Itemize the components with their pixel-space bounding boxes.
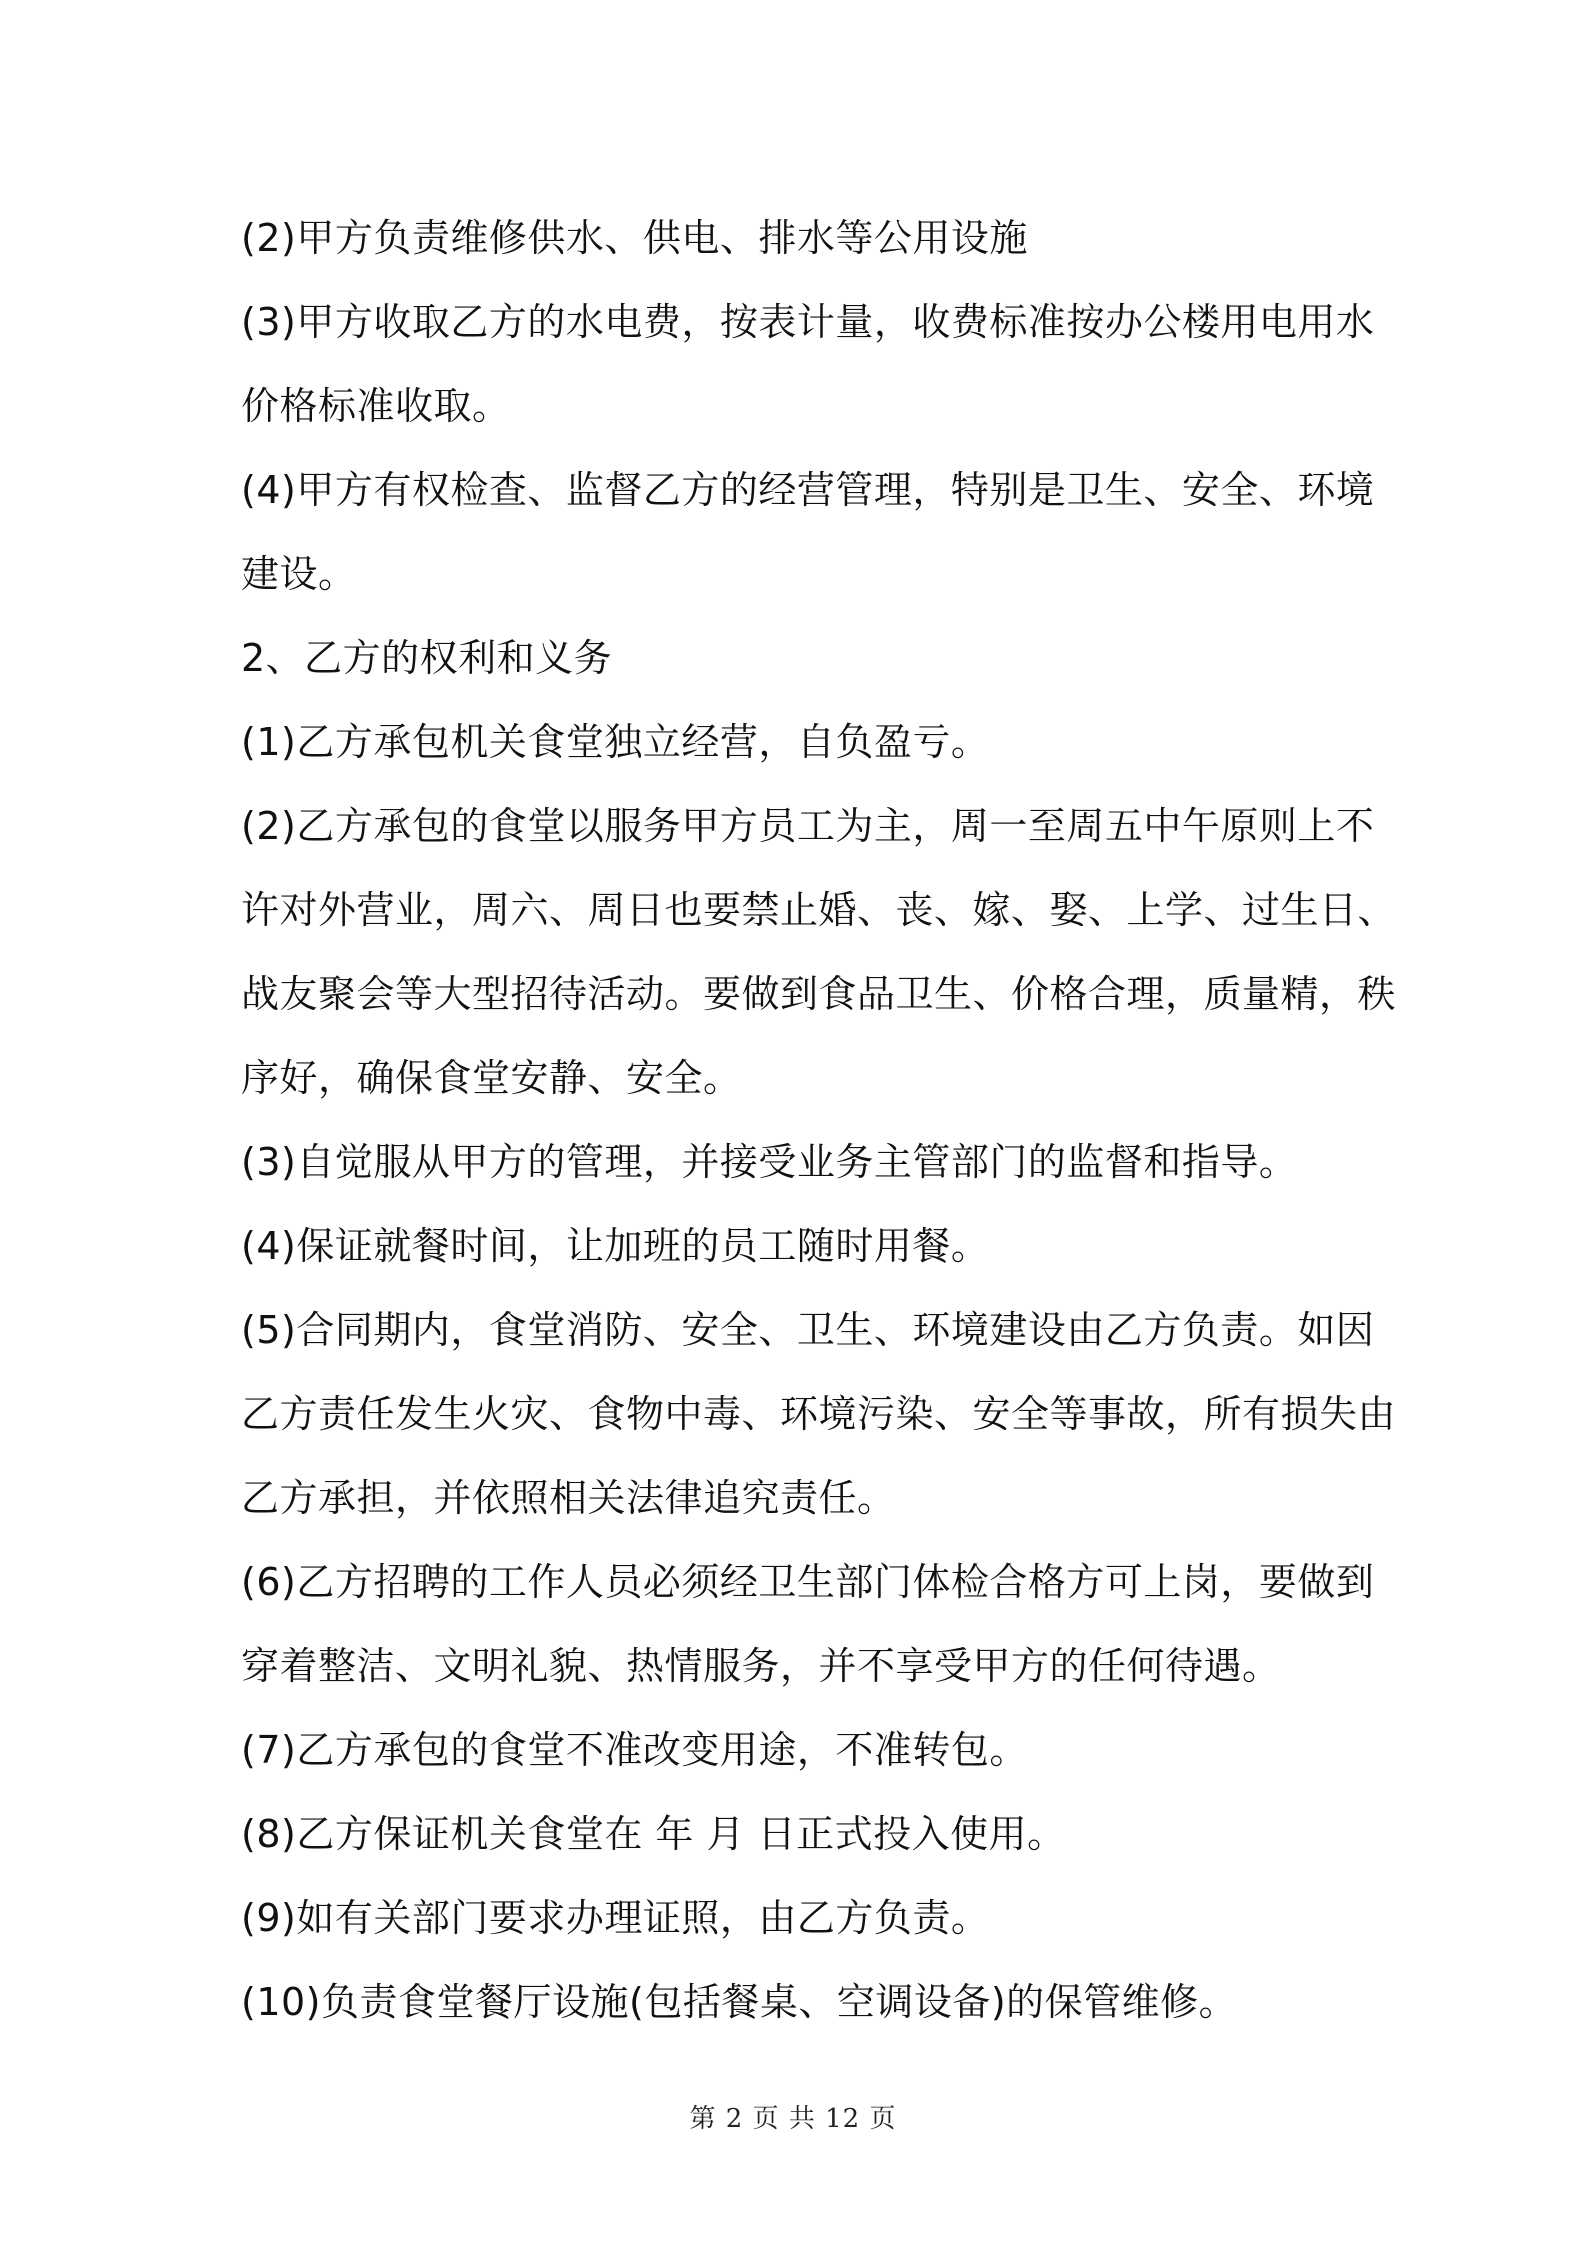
text-line: (3)自觉服从甲方的管理，并接受业务主管部门的监督和指导。 [241, 1140, 1298, 1184]
text-line: (4)保证就餐时间，让加班的员工随时用餐。 [241, 1224, 990, 1268]
text-line: (6)乙方招聘的工作人员必须经卫生部门体检合格方可上岗，要做到 [241, 1560, 1375, 1604]
text-line: (8)乙方保证机关食堂在 年 月 日正式投入使用。 [241, 1812, 1066, 1856]
text-line: 乙方承担，并依照相关法律追究责任。 [241, 1476, 896, 1520]
text-line: (3)甲方收取乙方的水电费，按表计量，收费标准按办公楼用电用水 [241, 300, 1375, 344]
text-line: (2)甲方负责维修供水、供电、排水等公用设施 [241, 216, 1028, 260]
text-line: 穿着整洁、文明礼貌、热情服务，并不享受甲方的任何待遇。 [241, 1644, 1281, 1688]
text-line: 建设。 [241, 552, 357, 596]
text-line: 许对外营业，周六、周日也要禁止婚、丧、嫁、娶、上学、过生日、 [241, 888, 1397, 932]
text-line: (4)甲方有权检查、监督乙方的经营管理，特别是卫生、安全、环境 [241, 468, 1375, 512]
text-line: (9)如有关部门要求办理证照，由乙方负责。 [241, 1896, 990, 1940]
text-line: 战友聚会等大型招待活动。要做到食品卫生、价格合理，质量精，秩 [241, 972, 1397, 1016]
text-line: (10)负责食堂餐厅设施(包括餐桌、空调设备)的保管维修。 [241, 1980, 1238, 2024]
document-body [241, 196, 1397, 2044]
text-line: 价格标准收取。 [241, 384, 511, 428]
text-line: 乙方责任发生火灾、食物中毒、环境污染、安全等事故，所有损失由 [241, 1392, 1397, 1436]
text-line: (1)乙方承包机关食堂独立经营，自负盈亏。 [241, 720, 990, 764]
text-line: 序好，确保食堂安静、安全。 [241, 1056, 742, 1100]
text-line: (7)乙方承包的食堂不准改变用途，不准转包。 [241, 1728, 1028, 1772]
section-heading: 2、乙方的权利和义务 [241, 636, 613, 680]
text-line: (2)乙方承包的食堂以服务甲方员工为主，周一至周五中午原则上不 [241, 804, 1375, 848]
text-line: (5)合同期内，食堂消防、安全、卫生、环境建设由乙方负责。如因 [241, 1308, 1375, 1352]
page-number: 第 2 页 共 12 页 [689, 2104, 897, 2134]
